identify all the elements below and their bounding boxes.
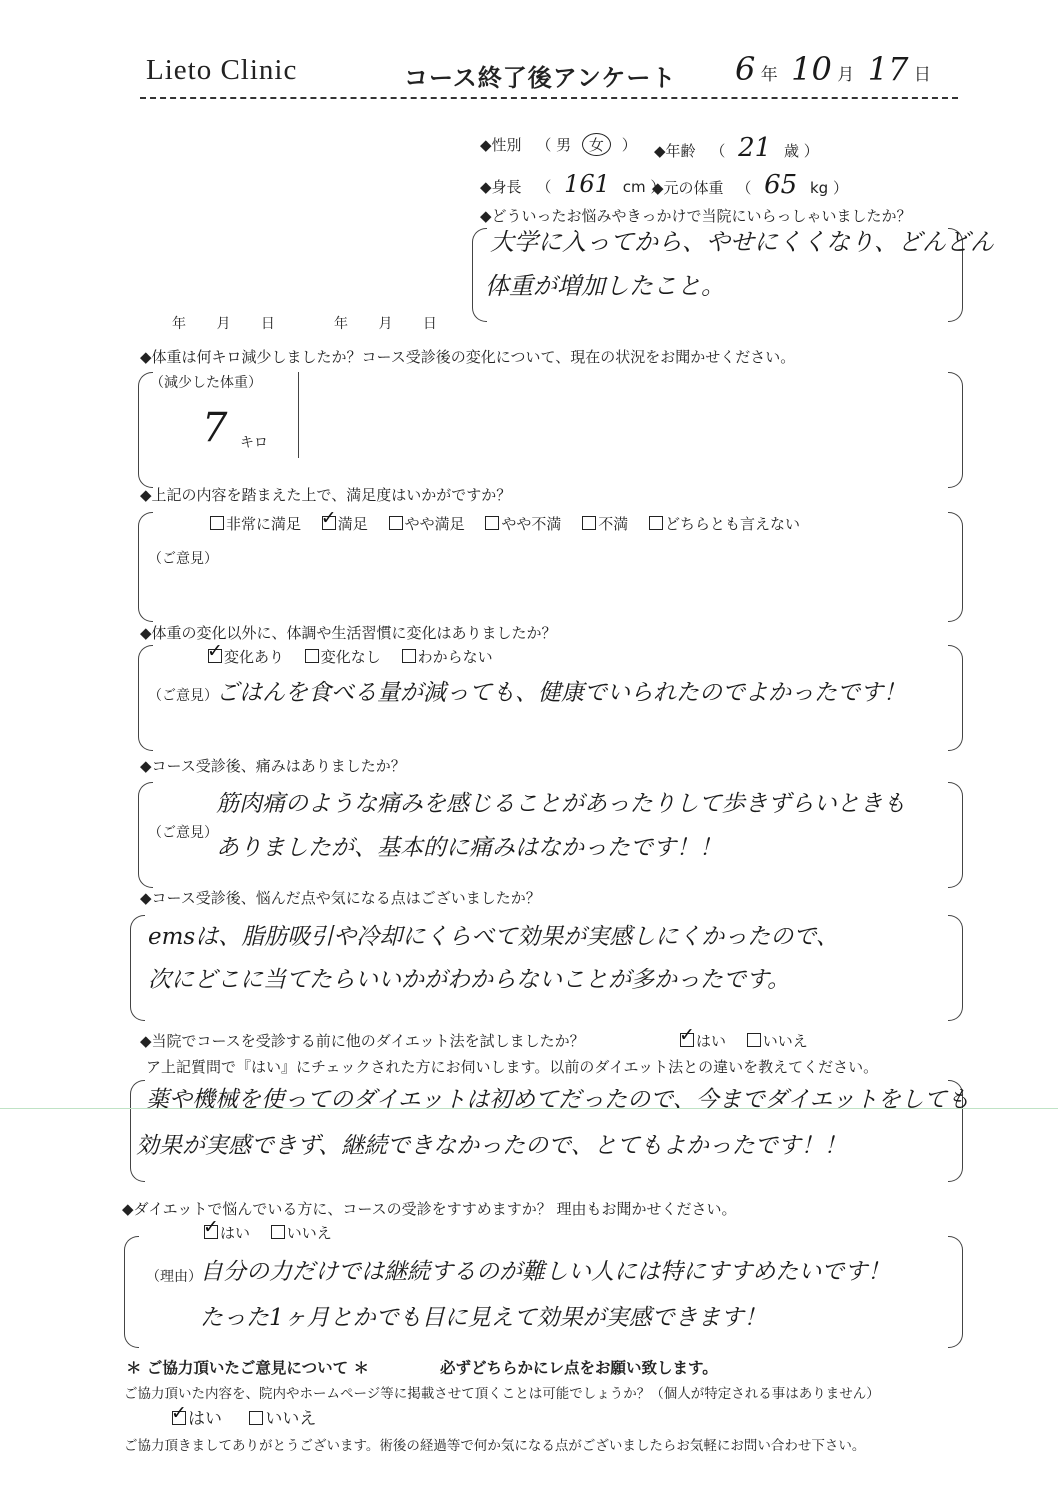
bracket-right: [948, 782, 963, 888]
satisfaction-option[interactable]: [485, 515, 561, 533]
change-option-label: わからない: [417, 648, 493, 666]
q-recommend-reason-label: （理由）: [146, 1269, 202, 1285]
checkbox[interactable]: [389, 516, 403, 530]
q-recommend-answer-2: たった1ヶ月とかでも目に見えて効果が実感できます！: [200, 1305, 767, 1331]
q-recommend-question: ◆ダイエットで悩んでいる方に、コースの受診をすすめますか？ 理由もお聞かせください。: [122, 1200, 737, 1218]
clinic-logo: Lieto Clinic: [146, 54, 298, 86]
bracket-right: [948, 1236, 963, 1348]
bracket-right: [948, 645, 963, 751]
q-reason-question: ◆どういったお悩みやきっかけで当院にいらっしゃいましたか？: [480, 207, 912, 225]
satisfaction-option[interactable]: [389, 515, 465, 533]
q-concern-answer-1: emsは、脂肪吸引や冷却にくらべて効果が実感しにくかったので、: [148, 924, 839, 950]
checkbox-checked[interactable]: [204, 1225, 218, 1239]
consent-option-label: はい: [188, 1409, 222, 1429]
bracket-right: [948, 372, 963, 488]
q-concern-question: ◆コース受診後、悩んだ点や気になる点はございましたか？: [140, 889, 541, 907]
q-weight-value: 7: [202, 405, 228, 451]
height-label: ◆身長: [480, 178, 522, 196]
q-pain-comment-label: （ご意見）: [148, 825, 218, 841]
q-change-comment-label: （ご意見）: [148, 688, 218, 704]
date-year: 6: [735, 50, 756, 88]
weight-row: [652, 170, 848, 200]
change-option[interactable]: [305, 648, 381, 666]
gender-close: ）: [621, 136, 637, 154]
footer-consent-question: ご協力頂いた内容を、院内やホームページ等に掲載させて頂くことは可能でしょうか？（個人が特定される事はありません）: [124, 1386, 880, 1402]
q-other-diet-answer-2: 効果が実感できず、継続できなかったので、とてもよかったです！！: [136, 1133, 847, 1159]
gender-open: （ 男: [536, 136, 572, 154]
recommend-option-label: いいえ: [286, 1224, 332, 1242]
satisfaction-option-label: 満足: [337, 515, 368, 533]
height-unit: cm ）: [622, 178, 666, 196]
recommend-option-label: はい: [220, 1224, 251, 1242]
recommend-options: [204, 1222, 332, 1243]
weight-value: 65: [764, 170, 798, 200]
header-divider: [140, 97, 958, 99]
age-value: 21: [738, 133, 772, 163]
satisfaction-option[interactable]: [322, 515, 368, 533]
checkbox[interactable]: [485, 516, 499, 530]
bracket-left: [130, 915, 145, 1021]
q-change-question: ◆体重の変化以外に、体調や生活習慣に変化はありましたか？: [140, 624, 557, 642]
age-label: ◆年齢: [654, 142, 696, 160]
gender-row: [480, 133, 637, 156]
consent-option[interactable]: [172, 1409, 222, 1429]
q-recommend-answer-1: 自分の力だけでは継続するのが難しい人には特にすすめたいです！: [200, 1259, 891, 1285]
weight-unit: kg ）: [810, 179, 848, 197]
q-other-diet-followup: ア上記質問で『はい』にチェックされた方にお伺いします。以前のダイエット法との違いを教えてください。: [146, 1058, 879, 1076]
q-weight-unit: キロ: [240, 435, 268, 451]
q-weight-question: ◆体重は何キロ減少しましたか？コース受診後の変化について、現在の状況をお聞かせください。: [140, 348, 796, 366]
q-satisfaction-question: ◆上記の内容を踏まえた上で、満足度はいかがですか？: [140, 486, 512, 504]
checkbox[interactable]: [249, 1411, 263, 1425]
weight-label: ◆元の体重: [652, 179, 724, 197]
gender-selected: 女: [582, 133, 611, 156]
checkbox[interactable]: [747, 1033, 761, 1047]
satisfaction-option[interactable]: [582, 515, 628, 533]
satisfaction-option-label: やや満足: [404, 515, 465, 533]
date-a-year: 年: [172, 316, 186, 332]
other-diet-option-label: いいえ: [762, 1032, 808, 1050]
consent-options: [172, 1404, 316, 1429]
age-row: [654, 133, 819, 163]
q-reason-answer-1: 大学に入ってから、やせにくくなり、どんどん: [490, 228, 994, 256]
date-b-month: 月: [378, 316, 393, 332]
date-b-day: 日: [422, 316, 437, 332]
weight-open: （: [736, 179, 752, 197]
q-pain-question: ◆コース受診後、痛みはありましたか？: [140, 757, 406, 775]
q-satisfaction-comment-label: （ご意見）: [148, 551, 218, 567]
change-option[interactable]: [402, 648, 493, 666]
date-day: 17: [867, 50, 909, 88]
q-pain-answer-1: 筋肉痛のような痛みを感じることがあったりして歩きずらいときも: [216, 791, 906, 817]
satisfaction-option-label: やや不満: [501, 515, 562, 533]
bracket-left: [124, 1236, 139, 1348]
satisfaction-option[interactable]: [210, 515, 301, 533]
satisfaction-option-label: 不満: [598, 515, 629, 533]
height-open: （: [536, 178, 552, 196]
bracket-right: [948, 915, 963, 1021]
page-title: コース終了後アンケート: [404, 64, 677, 92]
checkbox[interactable]: [402, 649, 416, 663]
q-pain-answer-2: ありましたが、基本的に痛みはなかったです！！: [216, 835, 722, 861]
change-option-label: 変化あり: [224, 648, 285, 666]
checkbox[interactable]: [271, 1225, 285, 1239]
satisfaction-options: [210, 513, 800, 534]
date-day-unit: 日: [913, 65, 931, 85]
scan-line: [0, 1108, 1058, 1109]
date-field-b: [334, 313, 437, 333]
change-option-label: 変化なし: [320, 648, 381, 666]
bracket-right: [948, 512, 963, 622]
q-weight-label: （減少した体重）: [150, 375, 262, 391]
checkbox-checked[interactable]: [322, 516, 336, 530]
checkbox-checked[interactable]: [208, 649, 222, 663]
checkbox-checked[interactable]: [172, 1411, 186, 1425]
consent-option-label: いいえ: [265, 1409, 317, 1429]
q-concern-answer-2: 次にどこに当てたらいいかがわからないことが多かったです。: [148, 967, 791, 993]
height-value: 161: [564, 170, 610, 198]
recommend-option[interactable]: [204, 1224, 250, 1242]
other-diet-options: [680, 1030, 808, 1051]
gender-label: ◆性別: [480, 136, 522, 154]
date-a-month: 月: [216, 316, 231, 332]
checkbox[interactable]: [305, 649, 319, 663]
footer-heading: ＊ ご協力頂いたご意見について ＊: [126, 1359, 369, 1377]
q-change-answer: ごはんを食べる量が減っても、健康でいられたのでよかったです！: [216, 680, 906, 706]
checkbox[interactable]: [649, 516, 663, 530]
change-options: [208, 646, 493, 667]
date-year-unit: 年: [760, 65, 778, 85]
q-other-diet-answer-1: 薬や機械を使ってのダイエットは初めてだったので、今までダイエットをしても: [146, 1087, 970, 1113]
satisfaction-option-label: どちらとも言えない: [664, 515, 800, 533]
checkbox-checked[interactable]: [680, 1033, 694, 1047]
checkbox[interactable]: [582, 516, 596, 530]
footer-must: 必ずどちらかにレ点をお願い致します。: [440, 1359, 718, 1377]
date-month-unit: 月: [837, 65, 855, 85]
checkbox[interactable]: [210, 516, 224, 530]
date-b-year: 年: [334, 316, 348, 332]
age-unit: 歳 ）: [784, 142, 819, 160]
recommend-option[interactable]: [271, 1224, 332, 1242]
age-open: （: [710, 142, 726, 160]
consent-option[interactable]: [249, 1409, 316, 1429]
other-diet-option-label: はい: [696, 1032, 727, 1050]
other-diet-option[interactable]: [680, 1032, 726, 1050]
height-row: [480, 170, 665, 198]
satisfaction-option-label: 非常に満足: [226, 515, 302, 533]
weight-divider: [298, 372, 299, 458]
q-reason-answer-2: 体重が増加したこと。: [485, 272, 725, 300]
change-option[interactable]: [208, 648, 284, 666]
footer-thanks: ご協力頂きましてありがとうございます。術後の経過等で何か気になる点がございましたらお気軽にお問い合わせ下さい。: [124, 1438, 866, 1454]
satisfaction-option[interactable]: [649, 515, 800, 533]
date-a-day: 日: [260, 316, 275, 332]
date-month: 10: [791, 50, 832, 88]
date-field-a: [172, 313, 275, 333]
survey-date: [735, 50, 931, 88]
q-other-diet-question: ◆当院でコースを受診する前に他のダイエット法を試しましたか？: [140, 1032, 585, 1050]
other-diet-option[interactable]: [747, 1032, 808, 1050]
